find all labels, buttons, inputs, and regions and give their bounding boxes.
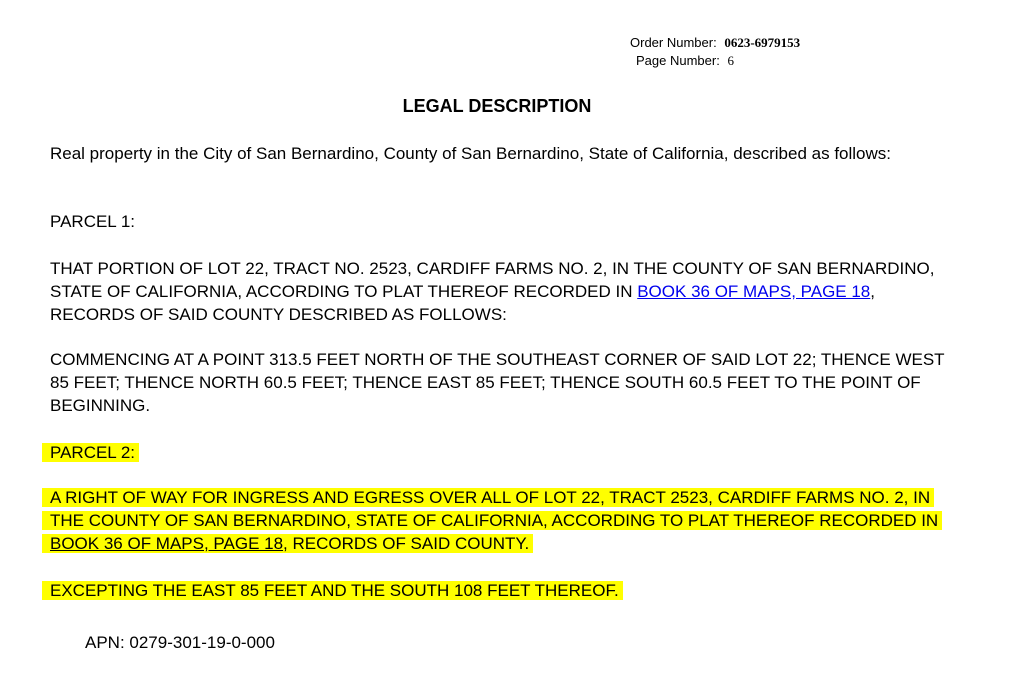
- order-number-row: [630, 34, 800, 52]
- parcel-1-heading: PARCEL 1:: [50, 212, 136, 231]
- parcel-2-desc-tail: , RECORDS OF SAID COUNTY.: [283, 534, 530, 553]
- intro-paragraph: Real property in the City of San Bernardino, County of San Bernardino, State of California, described as follows:: [50, 144, 892, 163]
- parcel-1-desc-text: THAT PORTION OF LOT 22, TRACT NO. 2523, CARDIFF FARMS NO. 2, IN THE COUNTY OF SAN BERNARDINO, STATE OF CALIFORNIA, ACCORDING TO PLAT THEREOF RECORDED IN: [50, 259, 935, 301]
- parcel-2-map-reference[interactable]: BOOK 36 OF MAPS, PAGE 18: [50, 534, 284, 553]
- order-number-label: Order Number:: [630, 35, 717, 50]
- parcel-2-excepting-block: [50, 579, 950, 602]
- parcel-2-desc-highlight: [42, 488, 942, 553]
- apn-number: APN: 0279-301-19-0-000: [85, 633, 275, 652]
- page-number-value: 6: [727, 53, 734, 68]
- page-number-label: Page Number:: [636, 53, 720, 68]
- parcel-2-heading: PARCEL 2:: [42, 443, 139, 462]
- document-title: LEGAL DESCRIPTION: [402, 96, 592, 116]
- page-number-row: [630, 52, 800, 70]
- parcel-1-description: [50, 257, 950, 326]
- parcel-2-heading-block: [50, 441, 950, 464]
- parcel-1-map-link[interactable]: BOOK 36 OF MAPS, PAGE 18: [637, 282, 871, 301]
- order-info: [630, 34, 800, 70]
- parcel-2-desc-text: A RIGHT OF WAY FOR INGRESS AND EGRESS OVER ALL OF LOT 22, TRACT 2523, CARDIFF FARMS NO. 2, IN THE COUNTY OF SAN BERNARDINO, STATE OF CALIFORNIA, ACCORDING TO PLAT THEREOF RECORDED IN: [50, 488, 939, 530]
- order-number-value: 0623-6979153: [724, 35, 801, 50]
- parcel-1-commencing: COMMENCING AT A POINT 313.5 FEET NORTH OF THE SOUTHEAST CORNER OF SAID LOT 22; THENCE WEST 85 FEET; THENCE NORTH 60.5 FEET; THENCE EAST 85 FEET; THENCE SOUTH 60.5 FEET TO THE POINT OF BEGINNING.: [50, 350, 945, 415]
- parcel-2-description: [50, 486, 950, 555]
- parcel-2-excepting: EXCEPTING THE EAST 85 FEET AND THE SOUTH 108 FEET THEREOF.: [42, 581, 623, 600]
- parcel-1-desc-tail: , RECORDS OF SAID COUNTY DESCRIBED AS FOLLOWS:: [50, 282, 875, 324]
